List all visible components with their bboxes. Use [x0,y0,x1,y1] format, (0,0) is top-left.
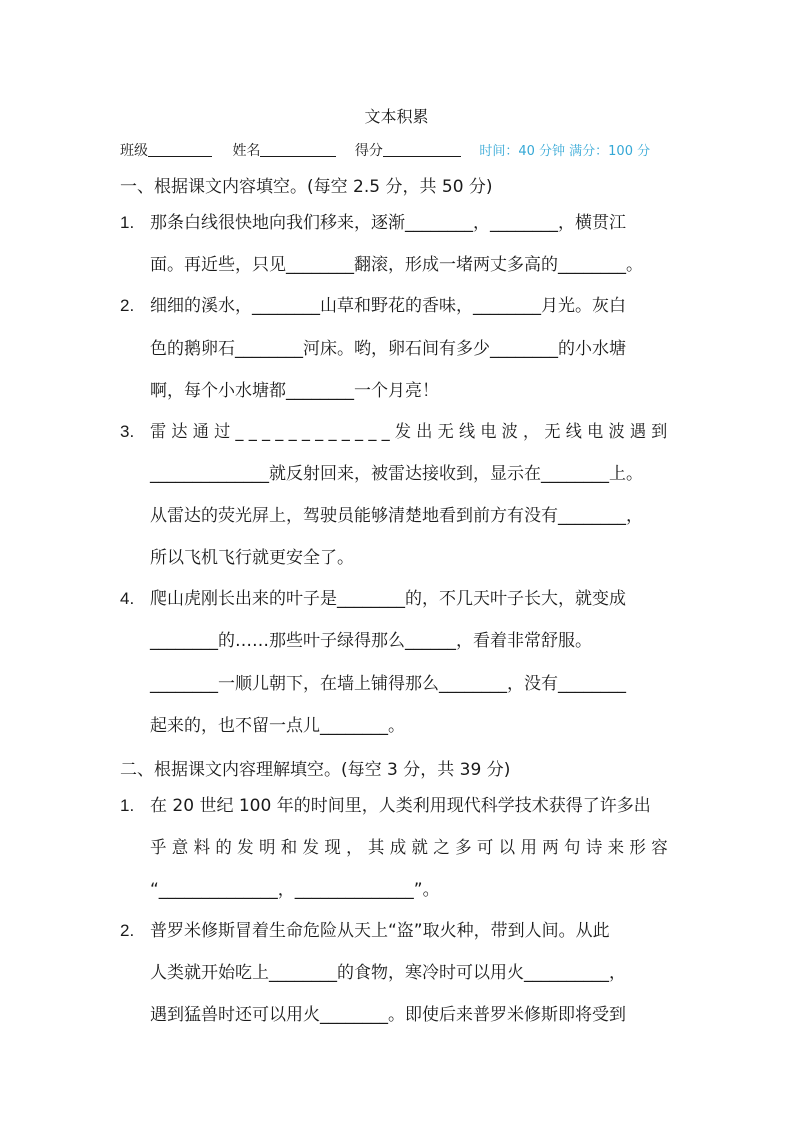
name-blank[interactable] [260,142,336,157]
q2-number: 2. [120,296,135,315]
page-title: 文本积累 [364,107,429,126]
q2-line-1: 细细的溪水，________山草和野花的香味，________月光。灰白 [150,296,626,316]
q1-line-1: 那条白线很快地向我们移来，逐渐________，________，横贯江 [150,213,626,233]
time-score-info: 时间：40 分钟 满分：100 分 [479,144,651,159]
score-label: 得分 [354,143,383,159]
q3-line-3: 从雷达的荧光屏上，驾驶员能够清楚地看到前方有没有________， [150,506,643,526]
section-2-heading: 二、根据课文内容理解填空。(每空 3 分，共 39 分) [120,760,511,780]
q1-line-2: 面。再近些，只见________翻滚，形成一堵两丈多高的________。 [150,255,643,275]
s2-q2-line-1: 普罗米修斯冒着生命危险从天上“盗”取火种，带到人间。从此 [150,921,610,941]
q4-line-4: 起来的，也不留一点儿________。 [150,716,405,736]
q3-line-4: 所以飞机飞行就更安全了。 [150,548,354,568]
s2-q2-line-3: 遇到猛兽时还可以用火________。即使后来普罗米修斯即将受到 [150,1005,626,1025]
s2-q1-line-1: 在 20 世纪 100 年的时间里，人类利用现代科学技术获得了许多出 [150,796,651,816]
q4-line-2: ________的……那些叶子绿得那么______，看着非常舒服。 [150,631,592,651]
student-info-row [120,140,680,160]
s2-q2-line-2: 人类就开始吃上________的食物，寒冷时可以用火__________， [150,963,626,983]
s2-q1-number: 1. [120,796,135,815]
score-blank[interactable] [383,142,461,157]
q3-number: 3. [120,422,135,441]
s2-q1-line-2: 乎意料的发明和发现，其成就之多可以用两句诗来形容 [150,838,673,858]
q3-line-2: ______________就反射回来，被雷达接收到，显示在________上。 [150,464,643,484]
q2-line-3: 啊，每个小水塘都________一个月亮！ [150,381,439,401]
q4-number: 4. [120,589,135,608]
section-1-heading: 一、根据课文内容填空。(每空 2.5 分，共 50 分) [120,177,493,197]
class-label: 班级 [120,143,148,159]
q2-line-2: 色的鹅卵石________河床。哟，卵石间有多少________的小水塘 [150,339,626,359]
name-label: 姓名 [232,143,261,159]
q4-line-1: 爬山虎刚长出来的叶子是________的，不几天叶子长大，就变成 [150,589,626,609]
s2-q2-number: 2. [120,921,135,940]
q3-line-1: 雷达通过____________发出无线电波，无线电波遇到 [150,422,673,442]
q4-line-3: ________一顺儿朝下，在墙上铺得那么________，没有________ [150,674,626,694]
class-blank[interactable] [148,142,212,157]
s2-q1-line-3: “______________，______________”。 [150,880,440,900]
q1-number: 1. [120,213,135,232]
